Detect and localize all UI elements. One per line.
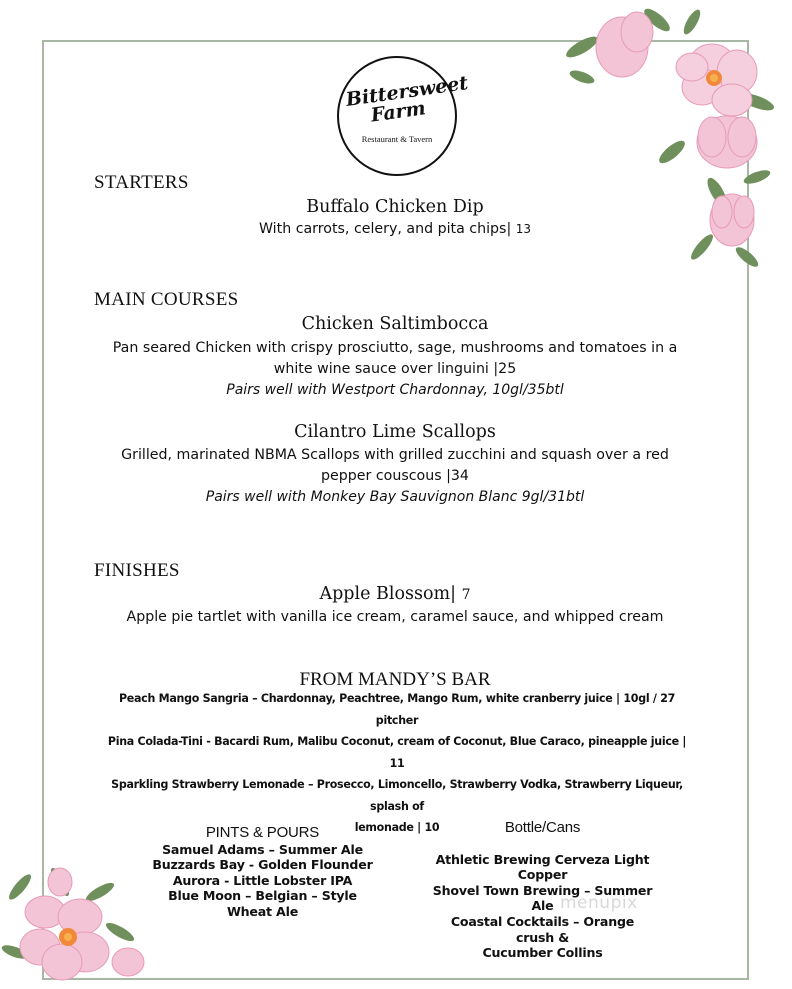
item-description-cilantro-lime-scallops: Grilled, marinated NBMA Scallops with grilled zucchini and squash over a red pepper couscous |34 xyxy=(121,447,669,484)
section-title-main-courses: MAIN COURSES xyxy=(94,289,239,310)
item-price: 7 xyxy=(461,587,471,603)
pints-title: PINTS & POURS xyxy=(205,824,320,841)
bar-drinks-list xyxy=(106,688,688,839)
pints-line: Buzzards Bay - Golden Flounder xyxy=(152,857,373,873)
bottles-line: Ale xyxy=(531,898,554,914)
pints-column xyxy=(150,825,375,920)
logo-subtitle: Restaurant & Tavern xyxy=(361,134,433,144)
floral-decoration-bottom-icon xyxy=(0,862,150,989)
bottles-line: Copper xyxy=(517,867,568,883)
item-pairing-cilantro-lime-scallops: Pairs well with Monkey Bay Sauvignon Blanc 9gl/31btl xyxy=(205,489,585,505)
item-description-buffalo-chicken-dip: With carrots, celery, and pita chips| 13 xyxy=(258,221,532,237)
item-title-buffalo-chicken-dip: Buffalo Chicken Dip xyxy=(306,197,484,217)
item-title-apple-blossom: Apple Blossom| 7 xyxy=(319,584,471,604)
bar-drink-line: Sparkling Strawberry Lemonade – Prosecco, Limoncello, Strawberry Vodka, Strawberry Liqueur, splash of xyxy=(111,778,683,813)
watermark: menupix xyxy=(560,893,638,913)
pints-line: Samuel Adams – Summer Ale xyxy=(162,841,363,857)
item-pairing-chicken-saltimbocca: Pairs well with Westport Chardonnay, 10gl/35btl xyxy=(226,382,564,398)
bottles-line: Coastal Cocktails – Orange crush & xyxy=(450,913,635,945)
bottles-line: Shovel Town Brewing – Summer xyxy=(432,882,653,898)
bottles-line: Cucumber Collins xyxy=(482,945,603,961)
section-title-finishes: FINISHES xyxy=(94,560,180,581)
bottles-column xyxy=(430,820,655,961)
item-description-chicken-saltimbocca: Pan seared Chicken with crispy prosciutto, sage, mushrooms and tomatoes in a white wine sauce over linguini |25 xyxy=(112,340,678,377)
bar-drink-line: Peach Mango Sangria – Chardonnay, Peachtree, Mango Rum, white cranberry juice | 10gl / 27 pitcher xyxy=(118,692,676,727)
section-title-starters: STARTERS xyxy=(94,172,189,193)
restaurant-logo xyxy=(337,56,470,176)
pints-line: Aurora - Little Lobster IPA xyxy=(172,872,353,888)
bar-drink-line: Pina Colada-Tini - Bacardi Rum, Malibu Coconut, cream of Coconut, Blue Caraco, pineapple juice | 11 xyxy=(107,735,687,770)
bottles-title: Bottle/Cans xyxy=(504,819,581,836)
item-title-cilantro-lime-scallops: Cilantro Lime Scallops xyxy=(294,422,496,442)
bottles-line: Athletic Brewing Cerveza Light xyxy=(435,851,650,867)
item-title-chicken-saltimbocca: Chicken Saltimbocca xyxy=(301,314,489,334)
pints-line: Blue Moon – Belgian – Style xyxy=(168,888,357,904)
bar-drink-line: lemonade | 10 xyxy=(354,821,440,834)
item-price: 13 xyxy=(515,222,532,236)
section-title-bar: FROM MANDY’S BAR xyxy=(299,669,491,690)
logo-name: Bittersweet Farm xyxy=(344,72,470,127)
item-description-apple-blossom: Apple pie tartlet with vanilla ice cream, caramel sauce, and whipped cream xyxy=(126,609,664,625)
pints-line: Wheat Ale xyxy=(226,903,299,919)
